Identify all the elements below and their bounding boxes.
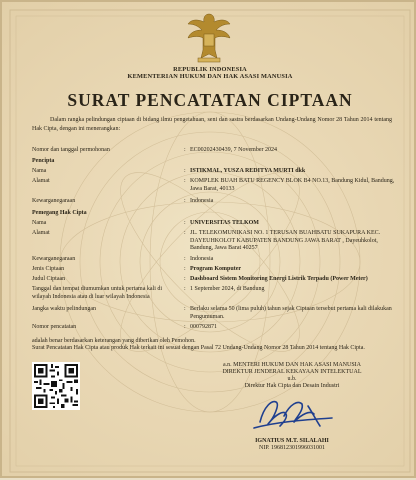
signatory-ub: u.b. <box>287 376 297 382</box>
document-title: SURAT PENCATATAN CIPTAAN <box>67 90 353 110</box>
colon: : <box>184 286 186 292</box>
pencipta-heading: Pencipta <box>32 158 55 164</box>
garuda-emblem-icon <box>186 10 232 64</box>
pencipta-kewarganegaraan-value: Indonesia <box>190 198 214 204</box>
jenis-label: Jenis Ciptaan <box>32 266 65 272</box>
pemegang-alamat-label: Alamat <box>32 230 50 236</box>
nomor-label: Nomor dan tanggal permohonan <box>32 147 110 153</box>
colon: : <box>184 230 186 236</box>
footer-line-1: adalah benar berdasarkan keterangan yang diberikan oleh Pemohon. <box>32 338 196 344</box>
colon: : <box>184 168 186 174</box>
nomor-value: EC00202430439, 7 November 2024 <box>190 147 277 153</box>
nomor-pencatatan-label: Nomor pencatatan <box>32 324 77 330</box>
pemegang-kewarganegaraan-label: Kewarganegaraan <box>32 256 76 262</box>
colon: : <box>184 266 186 272</box>
colon: : <box>184 178 186 184</box>
pemegang-nama-label: Nama <box>32 220 47 226</box>
colon: : <box>184 324 186 330</box>
pencipta-nama-value: ISTIKMAL, YUSZA REDITYA MURTI dkk <box>190 168 306 174</box>
signatory-dirjen: DIREKTUR JENDERAL KEKAYAAN INTELEKTUAL <box>222 369 362 375</box>
pencipta-alamat-value: KOMPLEK BUAH BATU REGENCY BLOK B4 NO.13, Bandung Kidul, Bandung, Jawa Barat, 40133 <box>190 178 395 192</box>
colon: : <box>184 147 186 153</box>
signatory-nip: NIP. 196812301996031001 <box>258 445 325 451</box>
pencipta-alamat-label: Alamat <box>32 178 50 184</box>
footer-line-2: Surat Pencatatan Hak Cipta atau produk Hak terkait ini sesuai dengan Pasal 72 Undang-Undang Nomor 28 Tahun 2014 tentang Hak Cipta. <box>32 345 365 351</box>
judul-label: Judul Ciptaan <box>32 276 66 282</box>
pencipta-nama-label: Nama <box>32 168 47 174</box>
signatory-name: IGNATIUS M.T. SILALAHI <box>255 438 329 444</box>
signature-mark <box>250 392 336 436</box>
header-ministry: KEMENTERIAN HUKUM DAN HAK ASASI MANUSIA <box>127 73 293 80</box>
jangka-value: Berlaku selama 50 (lima puluh) tahun sejak Ciptaan tersebut pertama kali dilakukan Pengumuman. <box>190 306 392 320</box>
colon: : <box>184 256 186 262</box>
judul-value: Dashboard Sistem Monitoring Energi Listrik Terpadu (Power Meter) <box>190 276 368 282</box>
colon: : <box>184 276 186 282</box>
jangka-label: Jangka waktu pelindungan <box>32 306 96 312</box>
header-republic: REPUBLIK INDONESIA <box>173 66 247 73</box>
nomor-pencatatan-value: 000792871 <box>190 324 217 330</box>
pemegang-nama-value: UNIVERSITAS TELKOM <box>190 220 259 226</box>
tanggal-label: Tanggal dan tempat diumumkan untuk pertama kali di wilayah Indonesia atau di luar wilayah Indonesia <box>32 286 163 300</box>
pencipta-kewarganegaraan-label: Kewarganegaraan <box>32 198 76 204</box>
colon: : <box>184 198 186 204</box>
pemegang-alamat-value: JL. TELEKOMUNIKASI NO. 1 TERUSAN BUAHBATU SUKAPURA KEC. DAYEUHKOLOT KABUPATEN BANDUNG JAWA BARAT , Dayeuhkolot, Bandung, Jawa Barat 40257 <box>190 230 381 251</box>
pemegang-heading: Pemegang Hak Cipta <box>32 210 87 216</box>
jenis-value: Program Komputer <box>190 266 242 272</box>
tanggal-value: 1 September 2024, di Bandung <box>190 286 265 292</box>
colon: : <box>184 306 186 312</box>
intro-paragraph: Dalam rangka pelindungan ciptaan di bidang ilmu pengetahuan, seni dan sastra berdasarkan Undang-Undang Nomor 28 Tahun 2014 tentang Hak Cipta, dengan ini menerangkan: <box>32 117 392 132</box>
signatory-an: a.n. MENTERI HUKUM DAN HAK ASASI MANUSIA <box>223 362 361 368</box>
colon: : <box>184 220 186 226</box>
pemegang-kewarganegaraan-value: Indonesia <box>190 256 214 262</box>
signatory-direktur: Direktur Hak Cipta dan Desain Industri <box>244 383 340 389</box>
qr-code[interactable] <box>32 362 80 410</box>
